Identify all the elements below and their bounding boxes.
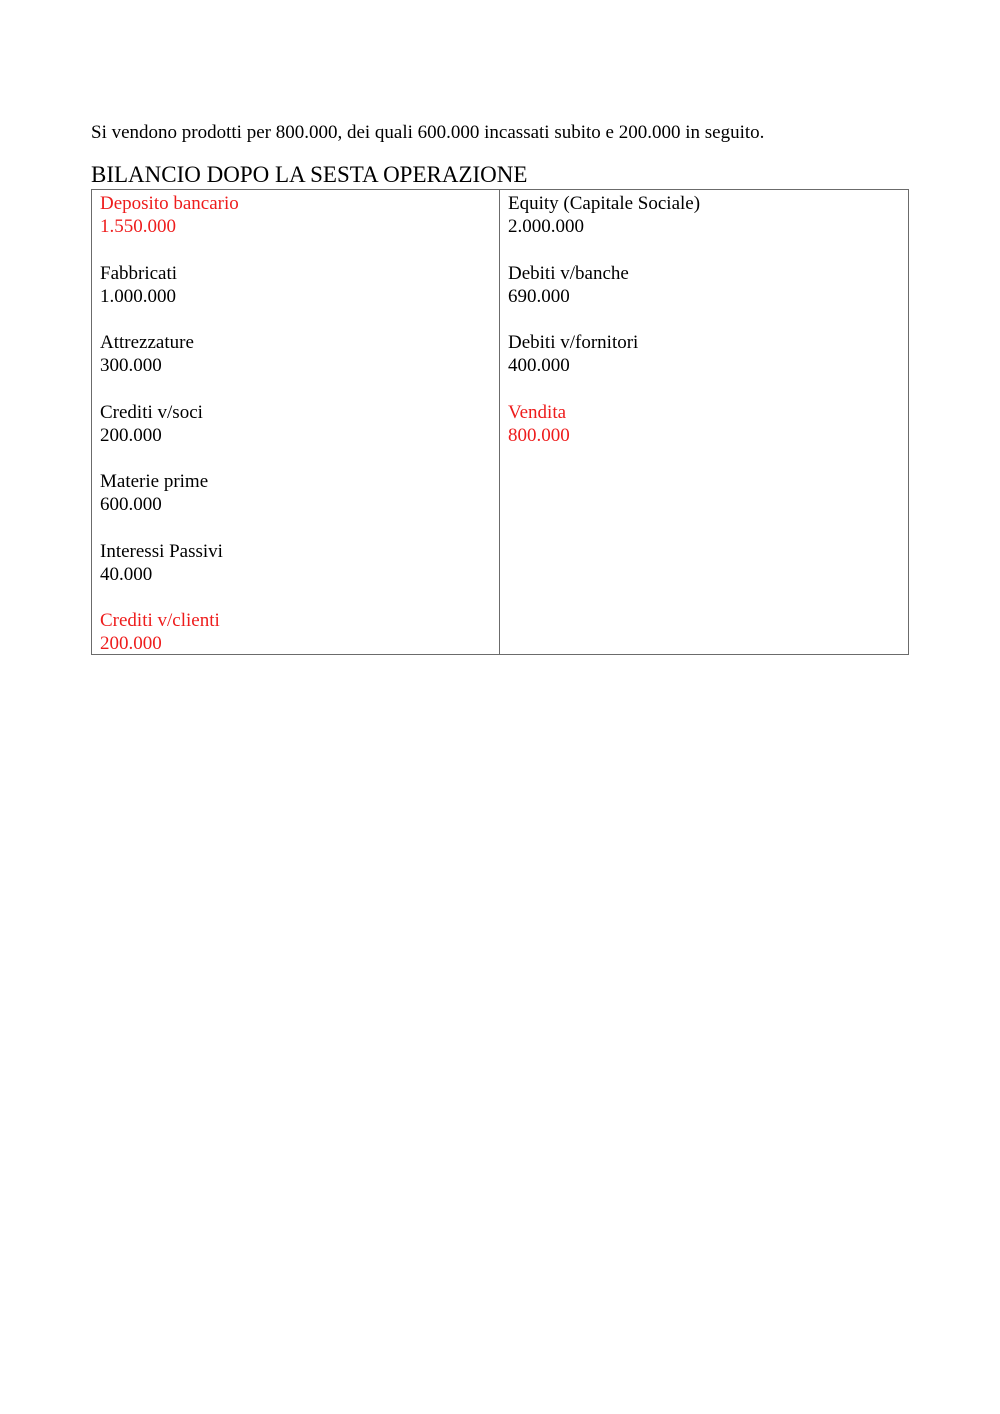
balance-entry bbox=[100, 192, 491, 238]
entry-label: Debiti v/banche bbox=[508, 262, 629, 284]
entry-label: Materie prime bbox=[100, 471, 209, 492]
entry-value: 800.000 bbox=[508, 424, 570, 446]
balance-right-column bbox=[500, 190, 908, 654]
balance-entry bbox=[100, 609, 491, 655]
entry-value: 400.000 bbox=[508, 355, 570, 376]
entry-label: Crediti v/clienti bbox=[100, 610, 220, 631]
balance-entry bbox=[100, 401, 491, 447]
entry-value: 690.000 bbox=[508, 285, 570, 307]
balance-entry bbox=[100, 262, 491, 308]
balance-heading: BILANCIO DOPO LA SESTA OPERAZIONE bbox=[91, 162, 528, 187]
entry-value: 1.000.000 bbox=[100, 285, 176, 307]
intro-paragraph: Si vendono prodotti per 800.000, dei quali 600.000 incassati subito e 200.000 in seguito. bbox=[91, 122, 765, 143]
entry-value: 200.000 bbox=[100, 633, 162, 654]
entry-label: Vendita bbox=[508, 401, 567, 423]
entry-label: Interessi Passivi bbox=[100, 540, 223, 562]
balance-entry bbox=[100, 540, 491, 586]
entry-label: Crediti v/soci bbox=[100, 401, 203, 423]
entry-label: Equity (Capitale Sociale) bbox=[508, 193, 701, 214]
entry-value: 40.000 bbox=[100, 563, 153, 585]
entry-label: Deposito bancario bbox=[100, 193, 239, 214]
balance-entry bbox=[508, 331, 900, 377]
entry-label: Debiti v/fornitori bbox=[508, 332, 639, 353]
entry-value: 200.000 bbox=[100, 424, 162, 446]
balance-entry bbox=[100, 470, 491, 516]
entry-label: Attrezzature bbox=[100, 332, 194, 353]
entry-value: 300.000 bbox=[100, 355, 162, 376]
balance-entry bbox=[508, 262, 900, 308]
balance-left-column bbox=[92, 190, 500, 654]
entry-value: 1.550.000 bbox=[100, 216, 176, 237]
balance-entry bbox=[508, 401, 900, 447]
balance-entry bbox=[508, 192, 900, 238]
balance-table bbox=[91, 189, 909, 655]
entry-label: Fabbricati bbox=[100, 262, 178, 284]
entry-value: 2.000.000 bbox=[508, 216, 584, 237]
balance-entry bbox=[100, 331, 491, 377]
entry-value: 600.000 bbox=[100, 494, 162, 515]
